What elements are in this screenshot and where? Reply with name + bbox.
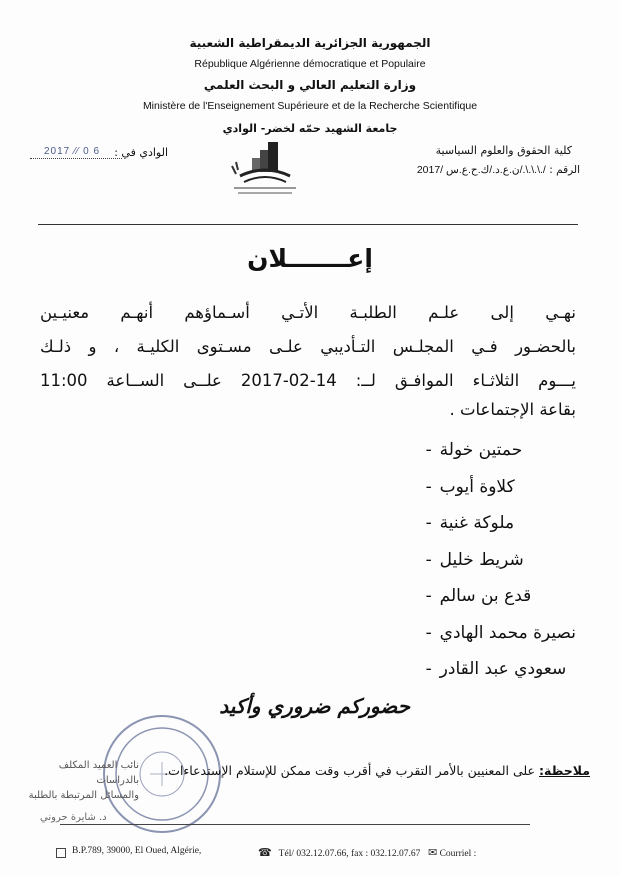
email-icon: ✉ (428, 847, 438, 859)
date-stamp: 2017 ⁄⁄ 0 6 (44, 146, 101, 157)
student-name: سعودي عبد القادر (439, 659, 567, 679)
date-dotted-line (30, 158, 122, 159)
list-marker: - (425, 513, 432, 533)
student-name: شريط خليل (439, 549, 524, 570)
body-line-1: نهـي إلى علـم الطلبـة الأتـي أسـماؤهم أنهـم معنيـين (40, 303, 576, 322)
list-item (418, 432, 576, 469)
list-marker: - (425, 586, 432, 606)
list-item (418, 615, 576, 652)
university-logo-icon (230, 136, 300, 200)
faculty-name: كلية الحقوق والعلوم السياسية (435, 144, 572, 157)
ministry-arabic: وزارة التعليم العالي و البحث العلمي (203, 78, 417, 92)
place-label: الوادي في : (114, 146, 168, 159)
list-item (418, 542, 576, 579)
body-line-3: يـــوم الثلاثـاء الموافـق لــ: 14-02-2017 علــى الســاعة 11:00 (40, 371, 576, 390)
list-item (418, 651, 576, 688)
place-date (18, 146, 168, 172)
reference-label: الرقم : (549, 164, 580, 176)
signatory-title: نائب العميد المكلف بالدراسات (58, 760, 139, 786)
reference-value: /.\.\.\./ن.ع.د./ك.ح.ع.س /2017 (416, 164, 546, 176)
footer-divider (60, 824, 530, 825)
student-name: قدع بن سالم (439, 586, 532, 606)
footer-phone-fax: Tél/ 032.12.07.66, fax : 032.12.07.67 (278, 849, 421, 859)
mailbox-icon (56, 848, 66, 858)
footer-address: B.P.789, 39000, El Oued, Algérie, (72, 846, 202, 856)
closing-statement: حضوركم ضروري وأكيد (219, 694, 410, 718)
signatory-name: د. شايرة حروني (40, 812, 107, 823)
student-name: حمتين خولة (439, 440, 523, 460)
note (164, 763, 590, 778)
list-marker: - (425, 659, 432, 679)
student-name: نصيرة محمد الهادي (439, 622, 576, 643)
telephone-icon: ☎ (258, 847, 272, 859)
list-item (418, 578, 576, 615)
body-line-4: بقاعة الإجتماعات . (449, 400, 576, 419)
reference-number (417, 164, 580, 176)
republic-arabic: الجمهورية الجزائرية الديمقراطية الشعبية (189, 36, 431, 50)
student-name: كلاوة أيوب (439, 476, 515, 497)
footer (72, 846, 477, 859)
footer-email (428, 846, 476, 859)
student-list (418, 432, 576, 688)
list-item (418, 469, 576, 506)
university-name: جامعة الشهيد حمّه لخضر- الوادي (222, 122, 398, 135)
footer-courriel: Courriel : (439, 849, 477, 859)
ministry-french: Ministère de l'Enseignement Supérieure et de la Recherche Scientifique (142, 100, 478, 112)
signatory-subtitle: والمسائل المرتبطة بالطلبة (28, 790, 139, 801)
list-marker: - (425, 440, 432, 460)
announcement-title: إعـــــــلان (247, 244, 373, 273)
student-name: ملوكة غنية (439, 513, 515, 533)
list-marker: - (425, 549, 432, 570)
footer-phone (258, 846, 420, 859)
list-item (418, 505, 576, 542)
note-text: على المعنيين بالأمر التقرب في أقرب وقت ممكن للإستلام الإستدعاءات. (164, 763, 536, 778)
republic-french: République Algérienne démocratique et Populaire (194, 58, 426, 70)
body-line-2: بالحضـور فـي المجلـس التـأديبي علـى مسـتوى الكليـة ، و ذلـك (40, 337, 576, 356)
header-divider (38, 224, 578, 225)
note-label: ملاحظة: (539, 763, 590, 778)
list-marker: - (425, 476, 432, 497)
signatory-block (14, 758, 139, 803)
list-marker: - (425, 622, 432, 643)
